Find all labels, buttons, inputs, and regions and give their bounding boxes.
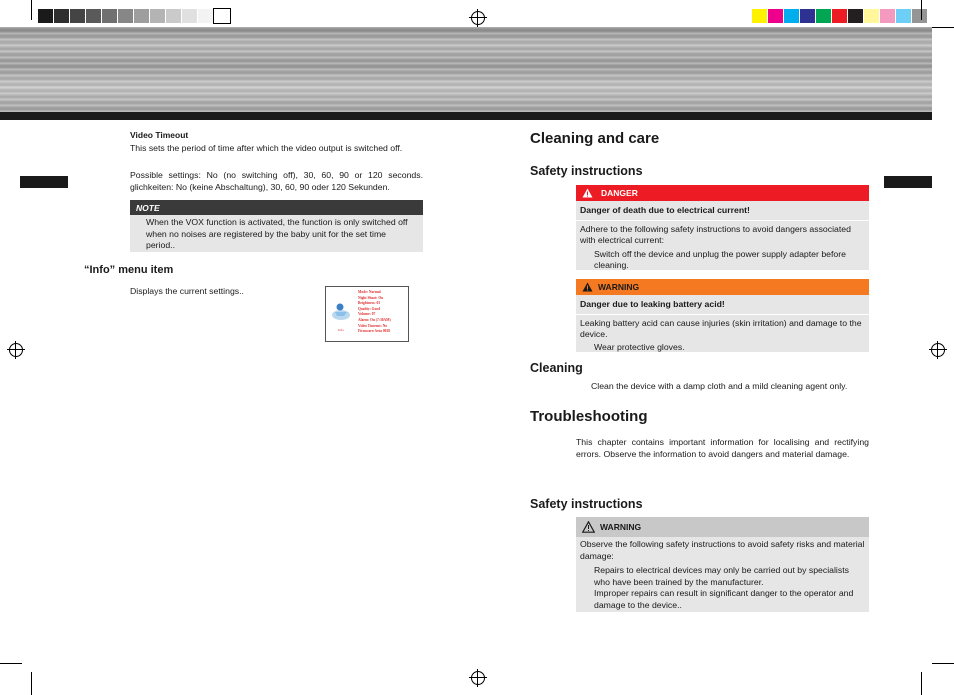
color-swatch <box>54 9 70 23</box>
color-swatch <box>182 9 198 23</box>
warning-triangle-icon <box>582 521 595 533</box>
color-swatch <box>214 9 230 23</box>
warning-label-1: WARNING <box>598 282 640 292</box>
info-screen-label: Info <box>338 328 344 332</box>
note-label: NOTE <box>136 202 160 213</box>
info-screen-line: Video Timeout: No <box>358 323 388 328</box>
registration-mark-icon <box>9 343 23 357</box>
cleaning-title: Cleaning <box>530 361 583 375</box>
color-swatch <box>134 9 150 23</box>
crop-mark <box>921 672 922 695</box>
registration-mark-icon <box>931 343 945 357</box>
info-title: “Info” menu item <box>84 264 174 276</box>
color-swatch-strip <box>752 9 928 23</box>
color-swatch <box>70 9 86 23</box>
color-swatch <box>912 9 928 23</box>
gray-swatch-strip <box>38 9 230 23</box>
info-text: Displays the current settings.. <box>130 286 244 296</box>
warning-body-1 <box>576 295 869 357</box>
info-screen-line: Alarm: On (7:30AM) <box>358 317 391 322</box>
warning-text-1: Leaking battery acid can cause injuries (skin irritation) and damage to the device. <box>580 317 862 339</box>
note-text <box>130 215 423 254</box>
color-swatch <box>848 9 864 23</box>
danger-bullet: Switch off the device and unplug the power supply adapter before cleaning. <box>594 248 846 270</box>
warning-text-2: Observe the following safety instructions to avoid safety risks and material damage: <box>580 539 865 561</box>
warning-heading-1: Danger due to leaking battery acid! <box>580 299 725 309</box>
color-swatch <box>896 9 912 23</box>
divider <box>576 314 869 315</box>
crop-mark <box>932 663 954 664</box>
video-timeout-para1: This sets the period of time after which the video output is switched off. <box>130 143 403 153</box>
video-timeout-title: Video Timeout <box>130 130 189 140</box>
warning-label-2: WARNING <box>600 522 642 532</box>
info-screen-image <box>325 286 409 342</box>
warning-body-2 <box>576 537 869 615</box>
info-screen-line: Quality: Good <box>358 306 381 311</box>
warning-triangle-icon <box>582 188 593 198</box>
color-swatch <box>864 9 880 23</box>
info-screen-line: Volume: 07 <box>358 312 376 317</box>
info-screen-line: Mode: Normal <box>358 290 381 294</box>
page-tab-right <box>884 176 932 188</box>
danger-body <box>576 201 869 276</box>
registration-mark-icon <box>471 11 485 25</box>
color-swatch <box>118 9 134 23</box>
cleaning-care-title: Cleaning and care <box>530 130 660 147</box>
info-screen-lines <box>358 290 391 335</box>
info-screen-line: Brightness: 03 <box>358 301 381 306</box>
crop-mark <box>0 663 22 664</box>
danger-label: DANGER <box>601 188 638 198</box>
warning-header-1 <box>576 279 869 295</box>
warning-bullet-2b: Improper repairs can result in significant danger to the operator and damage to the device.. <box>594 588 854 610</box>
color-swatch <box>784 9 800 23</box>
crop-mark <box>921 0 922 20</box>
color-swatch <box>816 9 832 23</box>
color-swatch <box>800 9 816 23</box>
color-swatch <box>768 9 784 23</box>
color-swatch <box>166 9 182 23</box>
color-swatch <box>86 9 102 23</box>
color-swatch <box>198 9 214 23</box>
crop-mark <box>31 0 32 20</box>
page-tab-left <box>20 176 68 188</box>
note-text-content: When the VOX function is activated, the function is only switched off when no noises are registered by the baby unit for the set time period.. <box>146 217 408 250</box>
color-swatch <box>38 9 54 23</box>
warning-box-1 <box>576 279 869 352</box>
color-swatch <box>150 9 166 23</box>
crop-mark <box>31 672 32 695</box>
safety-instructions-title-2: Safety instructions <box>530 497 643 511</box>
info-screen-line: Night Shoot: On <box>358 295 384 300</box>
danger-text: Adhere to the following safety instructions to avoid dangers associated with electrical current: <box>580 223 851 245</box>
info-screen-line: Firmware: beta 0028 <box>358 329 391 334</box>
color-swatch <box>880 9 896 23</box>
registration-mark-icon <box>471 671 485 685</box>
warning-triangle-icon <box>582 282 593 292</box>
danger-heading: Danger of death due to electrical current! <box>580 205 750 215</box>
troubleshooting-text: This chapter contains important information for localising and rectifying errors. Observe the information to avoid dangers and material damage. <box>576 437 869 459</box>
note-box <box>130 200 423 252</box>
crop-mark <box>932 27 954 28</box>
color-swatch <box>102 9 118 23</box>
video-timeout-para2: Possible settings: No (no switching off), 30, 60, 90 or 120 seconds. glichkeiten: No (keine Abschaltung), 30, 60, 90 oder 120 Sekunden. <box>130 170 423 192</box>
safety-instructions-title-1: Safety instructions <box>530 164 643 178</box>
troubleshooting-title: Troubleshooting <box>530 408 648 425</box>
warning-header-2 <box>576 517 869 537</box>
brushed-metal-header <box>0 27 932 112</box>
danger-box <box>576 185 869 270</box>
warning-box-2 <box>576 517 869 612</box>
warning-bullet-2a: Repairs to electrical devices may only be carried out by specialists who have been trained by the manufacturer. <box>594 565 849 587</box>
color-swatch <box>752 9 768 23</box>
note-header <box>130 200 423 215</box>
cleaning-text: Clean the device with a damp cloth and a mild cleaning agent only. <box>591 381 848 391</box>
baby-illustration-icon <box>331 300 351 322</box>
header-bar <box>0 112 932 120</box>
danger-header <box>576 185 869 201</box>
divider <box>576 220 869 221</box>
color-swatch <box>832 9 848 23</box>
warning-bullet-1: Wear protective gloves. <box>594 341 685 352</box>
